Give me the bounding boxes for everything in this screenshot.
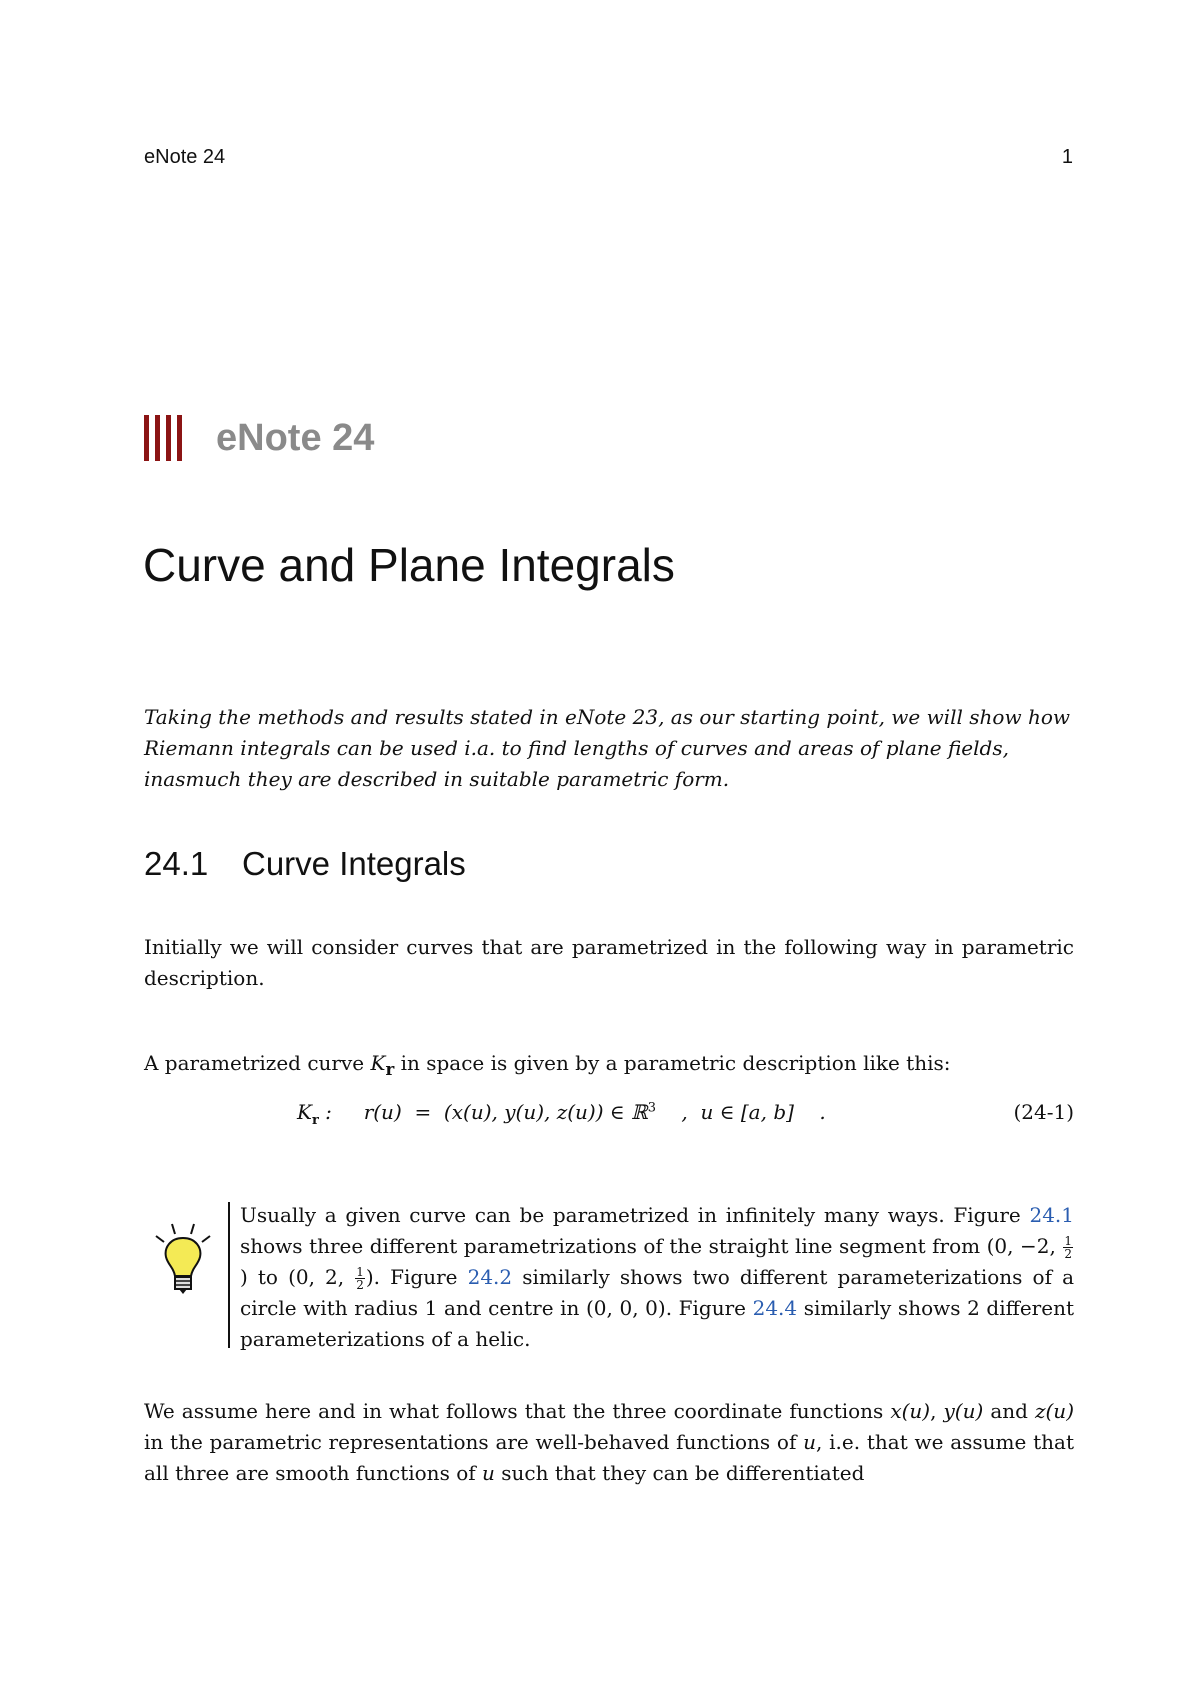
equation-body: $K_r$ : r(u) = (x(u), y(u), z(u)) ∈ ℝ$^3$ , u ∈ [a, b] . xyxy=(297,1100,826,1128)
assumption-paragraph: We assume here and in what follows that the three coordinate functions x(u), y(u) and z(u) in the parametric representations are well-behaved functions of u, i.e. that we assume that all three are smooth functions of u such that they can be differentiated xyxy=(144,1399,1074,1485)
page-number: 1 xyxy=(1061,146,1073,168)
section-heading xyxy=(144,845,466,883)
tip-divider xyxy=(228,1202,230,1348)
enote-label: eNote 24 xyxy=(216,416,375,459)
chapter-title: Curve and Plane Integrals xyxy=(143,539,675,591)
enote-mark xyxy=(144,413,374,463)
tip-text: Usually a given curve can be parametrized in infinitely many ways. Figure 24.1 shows three different parametrizations of the straight line segment from (0, −2, $\frac{1}{2}$ ) to (0, 2, $\frac{1}{2}$ ). Figure 24.2 similarly shows two different parameterizations of a circle with radius 1 and centre in (0, 0, 0). Figure 24.4 similarly shows 2 different parameterizations of a helic. xyxy=(240,1203,1075,1351)
figure-link-24-4[interactable]: 24.4 xyxy=(752,1296,798,1320)
running-header xyxy=(144,146,1073,170)
section-number: 24.1 xyxy=(144,845,209,882)
fraction: $\frac{1}{2}$ xyxy=(1064,1234,1072,1261)
figure-link-24-1[interactable]: 24.1 xyxy=(1029,1203,1074,1227)
header-title: eNote 24 xyxy=(144,146,226,168)
intro-paragraph: Initially we will consider curves that are parametrized in the following way in parametric description. xyxy=(144,935,1074,990)
definition-paragraph: A parametrized curve $K_r$ in space is given by a parametric description like this: xyxy=(144,1051,951,1079)
abstract: Taking the methods and results stated in eNote 23, as our starting point, we will show how Riemann integrals can be used i.a. to find lengths of curves and areas of plane fields, inasmuch they are described in suitable parametric form. xyxy=(144,705,1070,791)
equation-24-1 xyxy=(144,1100,1074,1134)
lightbulb-icon xyxy=(150,1222,216,1300)
equation-number: (24-1) xyxy=(1013,1100,1074,1124)
section-title: Curve Integrals xyxy=(242,845,466,882)
figure-link-24-2[interactable]: 24.2 xyxy=(467,1265,513,1289)
fraction: $\frac{1}{2}$ xyxy=(356,1265,364,1292)
enote-bars-logo xyxy=(144,415,182,461)
